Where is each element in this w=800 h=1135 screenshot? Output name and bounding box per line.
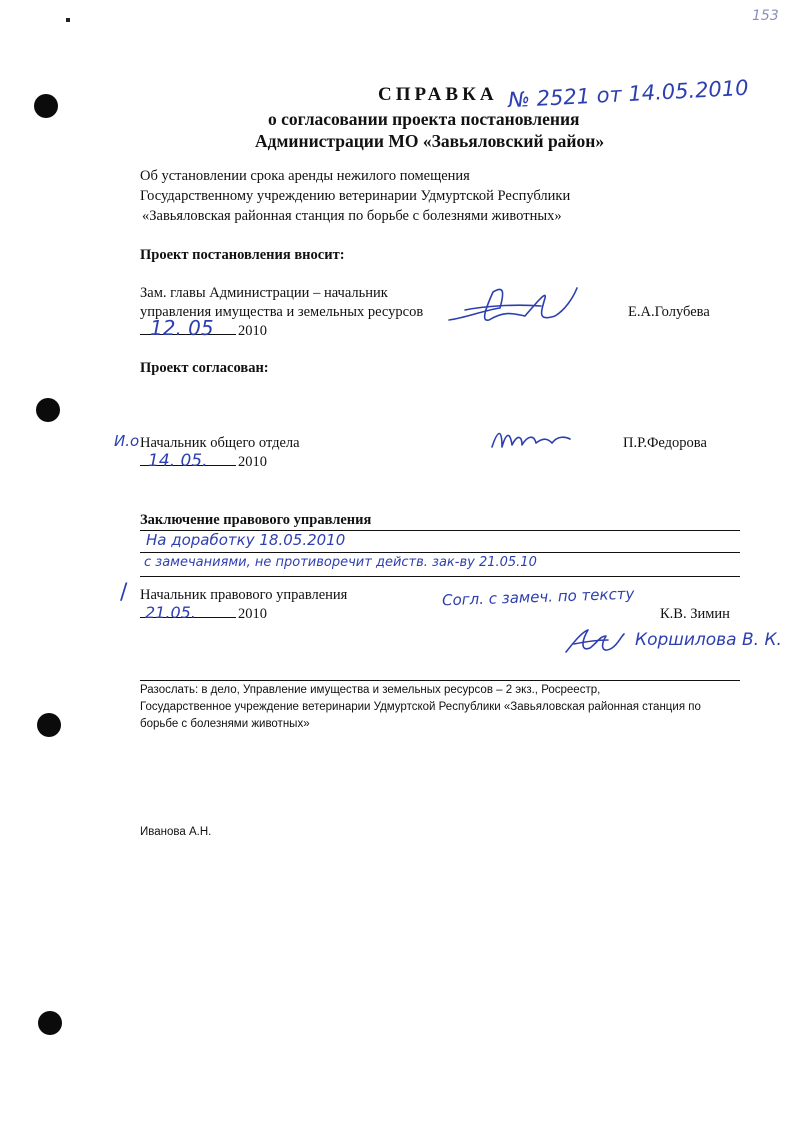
legal-date-handwritten: 21.05.: [145, 603, 196, 622]
agreed-position: Начальник общего отдела: [140, 435, 300, 451]
submitter-date-handwritten: 12. 05: [150, 316, 214, 340]
submitter-year: 2010: [238, 323, 267, 339]
subject-line-2: Государственному учреждению ветеринарии Удмуртской Республики: [140, 188, 571, 204]
legal-position: Начальник правового управления: [140, 587, 348, 603]
agreed-name: П.Р.Федорова: [623, 435, 707, 451]
legal-year: 2010: [238, 606, 267, 622]
subject-line-1: Об установлении срока аренды нежилого помещения: [140, 168, 470, 184]
distribution-line-2: Государственное учреждение ветеринарии Удмуртской Республики «Завьяловская районная станция по: [140, 701, 701, 713]
agreed-date-handwritten: 14. 05.: [148, 451, 208, 471]
document-title: СПРАВКА: [378, 84, 498, 105]
submitter-position-2: управления имущества и земельных ресурсов: [140, 304, 424, 320]
subject-line-3: «Завьяловская районная станция по борьбе с болезнями животных»: [142, 208, 562, 224]
document-subtitle-2: Администрации МО «Завьяловский район»: [255, 131, 605, 151]
handwritten-reference-number: № 2521 от 14.05.2010: [507, 75, 750, 113]
submitter-position-1: Зам. главы Администрации – начальник: [140, 285, 388, 301]
acting-prefix: И.о: [114, 432, 140, 450]
punch-hole-1: [34, 94, 58, 118]
legal-signer-handwritten: Коршилова В. К.: [635, 630, 782, 650]
distribution-rule: [140, 680, 740, 681]
submitted-heading: Проект постановления вносит:: [140, 247, 345, 263]
legal-rule-3: [140, 576, 740, 577]
legal-name: К.В. Зимин: [660, 606, 730, 622]
document-author: Иванова А.Н.: [140, 826, 212, 838]
legal-rule-2: [140, 552, 740, 553]
page-number: 153: [752, 8, 779, 24]
agreed-signature: [488, 425, 588, 455]
punch-hole-3: [37, 713, 61, 737]
legal-note-2: с замечаниями, не противоречит действ. зак-ву 21.05.10: [144, 555, 537, 570]
agreed-year: 2010: [238, 454, 267, 470]
scan-speck: [66, 18, 70, 22]
legal-signature: [560, 622, 630, 662]
legal-heading: Заключение правового управления: [140, 512, 372, 528]
punch-hole-2: [36, 398, 60, 422]
submitter-signature: [445, 280, 595, 340]
distribution-line-3: борьбе с болезнями животных»: [140, 718, 310, 730]
document-subtitle: о согласовании проекта постановления: [268, 109, 580, 129]
punch-hole-4: [38, 1011, 62, 1035]
margin-mark: /: [120, 580, 128, 605]
legal-agreed-note: Согл. с замеч. по тексту: [441, 584, 635, 610]
legal-note-1: На доработку 18.05.2010: [146, 531, 346, 549]
distribution-line-1: Разослать: в дело, Управление имущества и земельных ресурсов – 2 экз., Росреестр,: [140, 684, 601, 696]
agreed-heading: Проект согласован:: [140, 360, 269, 376]
submitter-name: Е.А.Голубева: [628, 304, 710, 320]
